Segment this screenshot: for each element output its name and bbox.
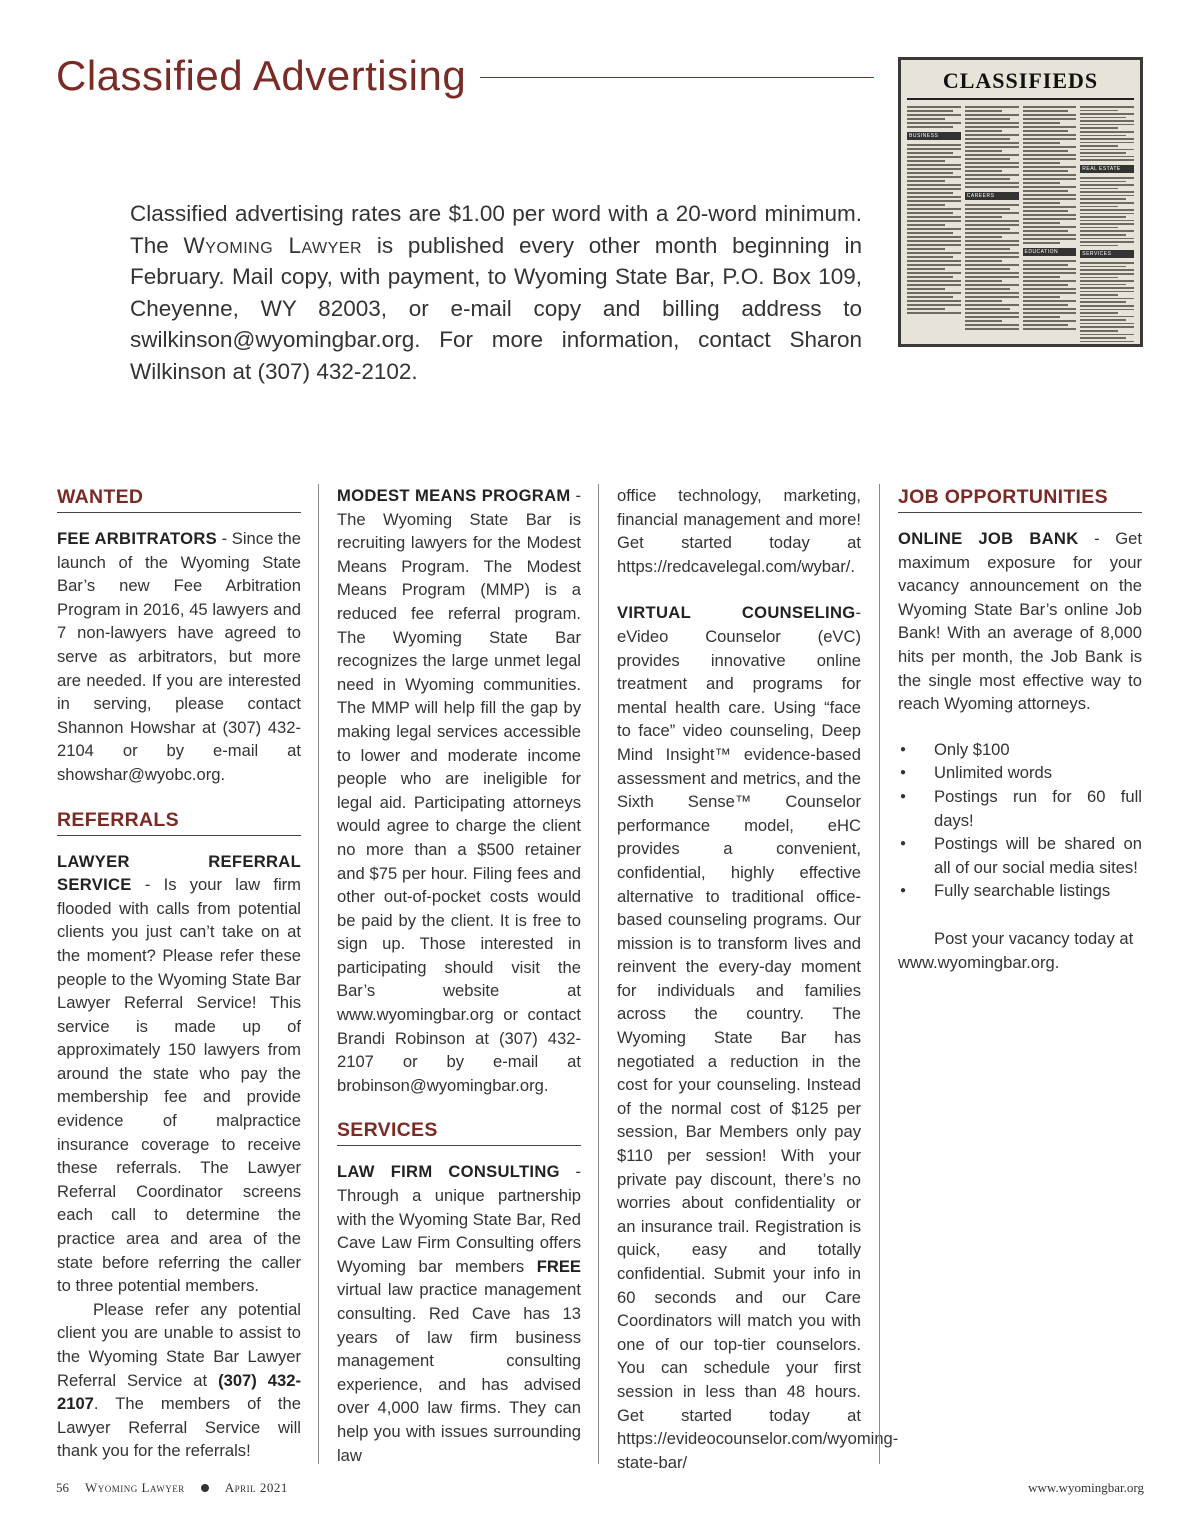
column-1: [57, 484, 301, 1463]
refer-text-1: Please refer any potential client you are unable to assist to the Wyoming State Bar Lawyer Referral Service at: [57, 1299, 301, 1390]
column-2: [337, 484, 581, 1467]
section-heading-services: SERVICES: [337, 1117, 581, 1146]
intro-paragraph: [130, 198, 862, 387]
online-job-bank-lead: ONLINE JOB BANK: [898, 529, 1079, 548]
refer-paragraph: [57, 1298, 301, 1463]
law-firm-consulting-continued: office technology, marketing, financial management and more! Get started today at https://redcavelegal.com/wybar/.: [617, 486, 861, 576]
publication-name: Wyoming Lawyer: [85, 1480, 185, 1495]
page-number: 56: [56, 1480, 69, 1495]
modest-means-lead: MODEST MEANS PROGRAM: [337, 486, 571, 505]
list-item: ● Unlimited words: [898, 761, 1142, 785]
newsprint-label: SERVICES: [1080, 250, 1134, 258]
refer-phone: (307) 432-2107: [57, 1370, 301, 1414]
title-rule: [480, 77, 874, 78]
law-firm-consulting-free: FREE: [536, 1256, 581, 1276]
footer-folio: [56, 1480, 288, 1496]
newsprint-column: [965, 106, 1019, 346]
law-firm-consulting-text-2: virtual law practice management consulting. Red Cave has 13 years of law firm business management consulting experience, and has advised over 4,000 law firms. They can help you with issues surrounding law: [337, 1280, 581, 1465]
issue-date: April 2021: [224, 1480, 288, 1495]
newsprint-column: [1023, 106, 1077, 346]
online-job-bank-ad: [898, 527, 1142, 716]
newsprint-column: [1080, 106, 1134, 346]
modest-means-ad: [337, 484, 581, 1097]
virtual-counseling-text: - eVideo Counselor (eVC) provides innovative online treatment and programs for mental health care. Using “face to face” video counseling, Deep Mind Insight™ evidence-based assessment and metrics, and the Sixth Sense™ Counselor performance model, eHC provides a convenient, confidential, highly effective alternative to traditional office-based counseling programs. Our mission is to transform lives and reinvent the every-day moment for individuals and families across the country. The Wyoming State Bar has negotiated a reduction in the cost for your counseling. Instead of the normal cost of $125 per session, Bar Members only pay $110 per session! With your private pay discount, there’s no worries about confidentiality or an insurance trail. Registration is quick, easy and totally confidential. Submit your info in 60 seconds and our Care Coordinators will match you with one of our top-tier counselors. You can schedule your first session in less than 48 hours. Get started today at https://evideocounselor.com/wyoming-state-bar/: [617, 603, 899, 1472]
law-firm-consulting-lead: LAW FIRM CONSULTING: [337, 1162, 560, 1182]
online-job-bank-text: - Get maximum exposure for your vacancy announcement on the Wyoming State Bar’s online Job Bank! With an average of 8,000 hits per month, the Job Bank is the single most effective way to reach Wyoming attorneys.: [898, 529, 1142, 714]
lawyer-referral-lead: LAWYER REFERRAL SERVICE: [57, 851, 301, 895]
section-heading-wanted: WANTED: [57, 484, 301, 513]
fee-arbitrators-text: - Since the launch of the Wyoming State Bar’s new Fee Arbitration Program in 2016, 45 lawyers and 7 non-lawyers have agreed to serve as arbitrators, but more are needed. If you are interested in serving, please contact Shannon Howshar at (307) 432-2104 or by e-mail at showshar@wyobc.org.: [57, 529, 301, 784]
virtual-counseling-lead: VIRTUAL COUNSELING: [617, 603, 856, 623]
virtual-counseling-ad: [617, 601, 899, 1474]
post-vacancy-text: Post your vacancy today at www.wyomingbar.org.: [898, 928, 1134, 972]
law-firm-consulting-ad: [337, 1160, 581, 1467]
column-3: [617, 484, 899, 1474]
intro-text-2: is published every other month beginning in February. Mail copy, with payment, to Wyoming State Bar, P.O. Box 109, Cheyenne, WY 82003, or e-mail copy and billing address to swilkinson@wyomingbar.org. For more information, contact Sharon Wilkinson at (307) 432-2102.: [130, 232, 862, 384]
refer-text-2: . The members of the Lawyer Referral Service will thank you for the referrals!: [57, 1394, 301, 1461]
newsprint-label: REAL ESTATE: [1080, 165, 1134, 173]
newsprint-label: CAREERS: [965, 192, 1019, 200]
intro-magazine-name: Wyoming Lawyer: [183, 232, 363, 258]
classifieds-illustration: [898, 57, 1143, 347]
newsprint-label: EDUCATION: [1023, 248, 1077, 256]
column-divider: [598, 484, 599, 1464]
law-firm-consulting-text-1: - Through a unique partnership with the Wyoming State Bar, Red Cave Law Firm Consulting offers Wyoming bar members: [337, 1162, 581, 1276]
lawyer-referral-ad: [57, 850, 301, 1298]
section-heading-job-opportunities: JOB OPPORTUNITIES: [898, 484, 1142, 513]
job-bank-features-list: [898, 738, 1142, 903]
list-item: ● Only $100: [898, 738, 1142, 762]
footer-website: www.wyomingbar.org: [1028, 1480, 1144, 1495]
classifieds-masthead: CLASSIFIEDS: [907, 68, 1134, 100]
fee-arbitrators-lead: FEE ARBITRATORS: [57, 529, 218, 548]
intro-text-1: Classified advertising rates are $1.00 per word with a 20-word minimum. The: [130, 201, 862, 258]
lawyer-referral-text: - Is your law firm flooded with calls from potential clients you just can’t take on at the moment? Please refer these people to the Wyoming State Bar Lawyer Referral Service! This service is made up of approximately 150 lawyers from around the state who pay the membership fee and provide evidence of malpractice insurance coverage to receive these referrals. The Lawyer Referral Coordinator screens each call to determine the practice area and area of the state before referring the caller to three potential members.: [57, 875, 301, 1296]
list-item: ● Postings run for 60 full days!: [898, 785, 1142, 832]
page-title: Classified Advertising: [56, 52, 467, 99]
column-divider: [318, 484, 319, 1464]
list-item: ● Fully searchable listings: [898, 879, 1142, 903]
column-divider: [879, 484, 880, 1464]
section-heading-referrals: REFERRALS: [57, 807, 301, 836]
newsprint-label: BUSINESS: [907, 132, 961, 140]
column-4: [898, 484, 1142, 974]
modest-means-text: - The Wyoming State Bar is recruiting lawyers for the Modest Means Program. The Modest Means Program (MMP) is a reduced fee referral program. The Wyoming State Bar recognizes the large unmet legal need in Wyoming communities. The MMP will help fill the gap by making legal services accessible to lower and moderate income people who are ineligible for legal aid. Participating attorneys would agree to charge the client no more than a $500 retainer and $75 per hour. Filing fees and other out-of-pocket costs would be paid by the client. It is free to sign up. Those interested in participating should visit the Bar’s website at www.wyomingbar.org or contact Brandi Robinson at (307) 432-2107 or by e-mail at brobinson@wyomingbar.org.: [337, 486, 581, 1095]
classifieds-newsprint: [901, 104, 1140, 347]
list-item: ● Postings will be shared on all of our social media sites!: [898, 832, 1142, 879]
newsprint-column: [907, 106, 961, 346]
bullet-dot-icon: [201, 1484, 209, 1492]
fee-arbitrators-ad: [57, 527, 301, 787]
